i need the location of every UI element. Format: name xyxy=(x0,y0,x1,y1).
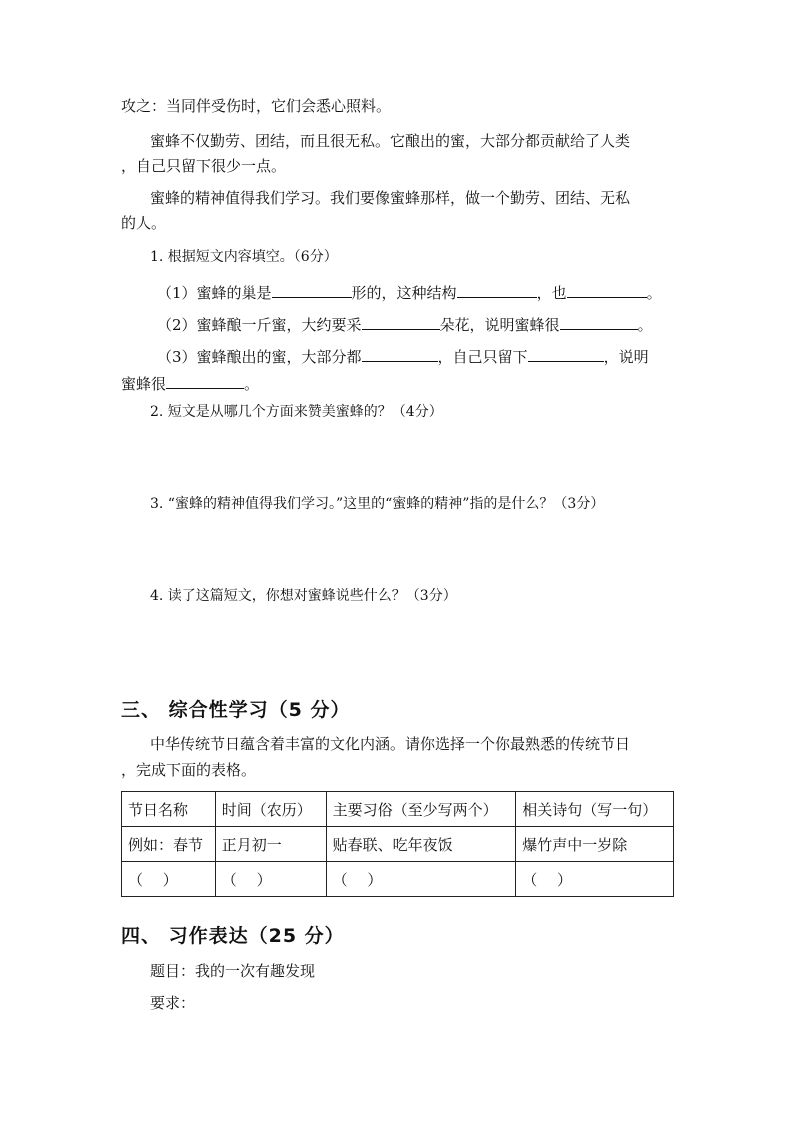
answer-blank[interactable] xyxy=(166,372,244,389)
answer-blank[interactable] xyxy=(457,281,537,298)
passage-line: 攻之：当同伴受伤时，它们会悉心照料。 xyxy=(121,97,392,115)
table-header-row xyxy=(122,792,674,827)
item-text: 。 xyxy=(646,284,662,302)
item-text: （1）蜜蜂的巢是 xyxy=(157,284,272,302)
item-text: （2）蜜蜂酿一斤蜜，大约要采 xyxy=(157,316,362,334)
question-4: 4. 读了这篇短文，你想对蜜蜂说些什么？（3分） xyxy=(150,588,457,604)
festival-table xyxy=(121,791,674,897)
answer-cell[interactable]: （ ） xyxy=(326,862,516,897)
answer-blank[interactable] xyxy=(362,313,440,330)
table-header-cell: 时间（农历） xyxy=(215,792,326,827)
question-1-item-3-cont xyxy=(121,372,681,394)
question-3: 3. “蜜蜂的精神值得我们学习。”这里的“蜜蜂的精神”指的是什么？（3分） xyxy=(150,496,605,512)
table-header-cell: 节日名称 xyxy=(122,792,216,827)
item-text: （3）蜜蜂酿出的蜜，大部分都 xyxy=(157,348,362,366)
table-header-cell: 相关诗句（写一句） xyxy=(516,792,674,827)
section-3-intro: ，完成下面的表格。 xyxy=(121,761,257,779)
answer-cell[interactable]: （ ） xyxy=(516,862,674,897)
item-text: 。 xyxy=(244,375,260,393)
section-3-intro: 中华传统节日蕴含着丰富的文化内涵。请你选择一个你最熟悉的传统节日 xyxy=(150,735,631,753)
item-text: ，自己只留下 xyxy=(437,348,528,366)
question-1-item-2 xyxy=(157,313,717,335)
section-3-heading: 三、 综合性学习（5 分） xyxy=(121,699,351,721)
question-1-item-3 xyxy=(157,345,717,367)
item-text: 蜜蜂很 xyxy=(121,375,167,393)
passage-line: ，自己只留下很少一点。 xyxy=(121,157,287,175)
answer-blank[interactable] xyxy=(567,281,647,298)
table-cell: 正月初一 xyxy=(215,827,326,862)
item-text: 。 xyxy=(637,316,653,334)
table-header-cell: 主要习俗（至少写两个） xyxy=(326,792,516,827)
answer-blank[interactable] xyxy=(560,313,638,330)
question-1-item-1 xyxy=(157,281,717,303)
passage-line: 蜜蜂不仅勤劳、团结，而且很无私。它酿出的蜜，大部分都贡献给了人类 xyxy=(150,132,631,150)
answer-cell[interactable]: （ ） xyxy=(122,862,216,897)
section-4-heading: 四、 习作表达（25 分） xyxy=(121,925,345,947)
essay-title: 题目：我的一次有趣发现 xyxy=(150,962,316,980)
answer-blank[interactable] xyxy=(272,281,352,298)
answer-cell[interactable]: （ ） xyxy=(215,862,326,897)
table-cell: 例如：春节 xyxy=(122,827,216,862)
passage-line: 蜜蜂的精神值得我们学习。我们要像蜜蜂那样，做一个勤劳、团结、无私 xyxy=(150,189,631,207)
answer-blank[interactable] xyxy=(362,345,438,362)
item-text: 形的，这种结构 xyxy=(351,284,457,302)
item-text: ，说明 xyxy=(603,348,649,366)
item-text: 朵花，说明蜜蜂很 xyxy=(439,316,560,334)
item-text: ，也 xyxy=(536,284,567,302)
answer-blank[interactable] xyxy=(528,345,604,362)
table-row xyxy=(122,827,674,862)
table-cell: 贴春联、吃年夜饭 xyxy=(326,827,516,862)
question-1: 1. 根据短文内容填空。（6分） xyxy=(150,249,338,265)
essay-requirements-label: 要求： xyxy=(150,994,196,1012)
table-row xyxy=(122,862,674,897)
question-2: 2. 短文是从哪几个方面来赞美蜜蜂的？（4分） xyxy=(150,404,443,420)
table-cell: 爆竹声中一岁除 xyxy=(516,827,674,862)
passage-line: 的人。 xyxy=(121,214,167,232)
